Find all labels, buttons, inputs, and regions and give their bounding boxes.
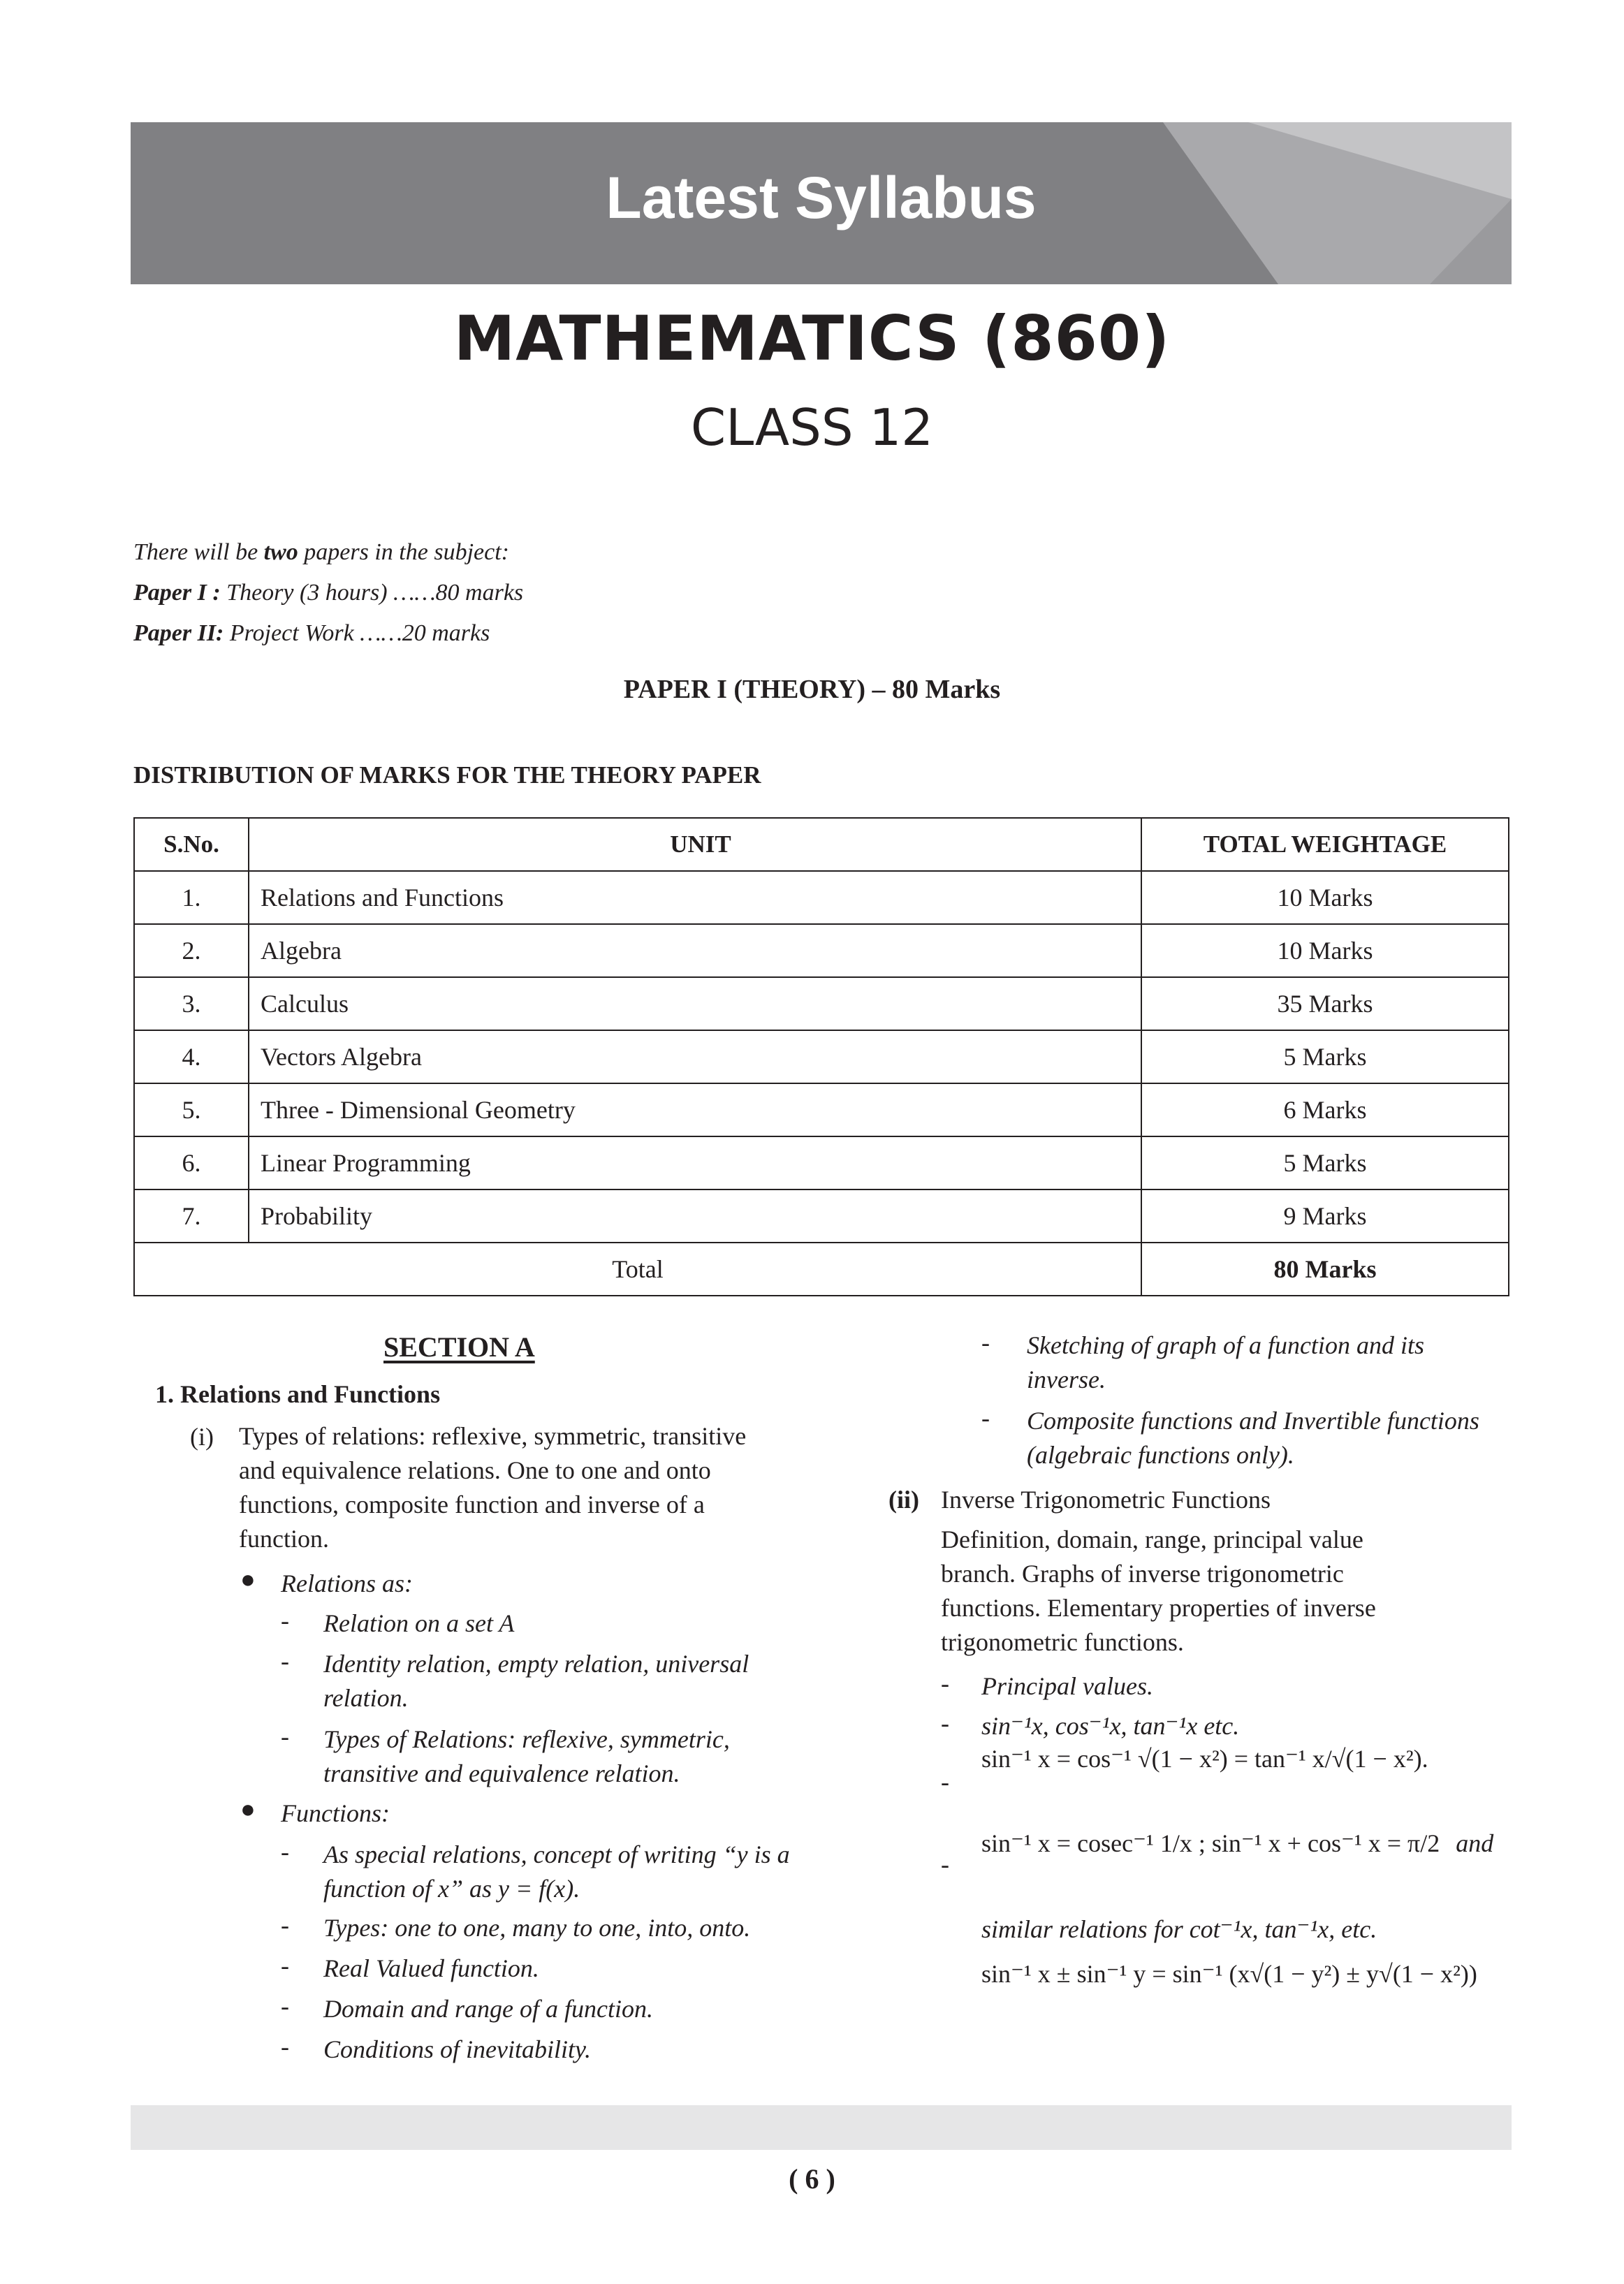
page-title: MATHEMATICS (860) xyxy=(453,302,1171,374)
column-header-weightage: TOTAL WEIGHTAGE xyxy=(1141,818,1509,871)
list-item-line: (algebraic functions only). xyxy=(1027,1441,1294,1469)
item-ii-paragraph xyxy=(941,1523,1508,1660)
paragraph-line: Types of relations: reflexive, symmetric, transitive xyxy=(239,1422,747,1450)
cell-sno: 5. xyxy=(134,1083,249,1136)
cell-sno: 2. xyxy=(134,924,249,977)
cell-unit: Linear Programming xyxy=(249,1136,1141,1189)
bullet-icon: ● xyxy=(240,1565,256,1593)
cell-weightage: 5 Marks xyxy=(1141,1030,1509,1083)
section-heading: SECTION A xyxy=(383,1331,535,1363)
cell-weightage: 5 Marks xyxy=(1141,1136,1509,1189)
unit-heading: 1. Relations and Functions xyxy=(155,1380,441,1408)
equation: sin⁻¹ x = cos⁻¹ √(1 − x²) = tan⁻¹ x/√(1 − x²). xyxy=(981,1745,1428,1773)
item-ii-title: Inverse Trigonometric Functions xyxy=(941,1486,1271,1514)
table-row xyxy=(134,1030,1509,1083)
list-item-line: Types of Relations: reflexive, symmetric, xyxy=(323,1725,730,1753)
table-row xyxy=(134,977,1509,1030)
total-value: 80 Marks xyxy=(1141,1243,1509,1296)
list-item xyxy=(323,1647,805,1715)
page-number: ( 6 ) xyxy=(789,2163,835,2195)
list-item: Real Valued function. xyxy=(323,1954,539,1982)
paragraph-line: function. xyxy=(239,1525,329,1553)
bullet-icon: ● xyxy=(240,1795,256,1823)
cell-weightage: 10 Marks xyxy=(1141,871,1509,924)
list-item xyxy=(323,1722,805,1791)
cell-weightage: 10 Marks xyxy=(1141,924,1509,977)
dash-icon: - xyxy=(281,1952,289,1979)
intro-line-1: There will be two papers in the subject: xyxy=(133,539,509,565)
marks-table xyxy=(133,817,1509,1296)
cell-weightage: 6 Marks xyxy=(1141,1083,1509,1136)
paragraph-line: Definition, domain, range, principal value xyxy=(941,1525,1363,1553)
cell-weightage: 9 Marks xyxy=(1141,1189,1509,1243)
table-row xyxy=(134,871,1509,924)
list-item xyxy=(1027,1404,1512,1472)
list-item-line: relation. xyxy=(323,1684,409,1712)
dash-icon: - xyxy=(281,2033,289,2060)
list-item xyxy=(323,1838,805,1906)
dash-icon: - xyxy=(981,1328,990,1356)
intro-text xyxy=(133,532,523,654)
cell-unit: Three - Dimensional Geometry xyxy=(249,1083,1141,1136)
dash-icon: - xyxy=(281,1992,289,2020)
cell-unit: Algebra xyxy=(249,924,1141,977)
table-total-row xyxy=(134,1243,1509,1296)
similar-relations: similar relations for cot⁻¹x, tan⁻¹x, etc. xyxy=(981,1915,1377,1943)
paragraph-line: branch. Graphs of inverse trigonometric xyxy=(941,1560,1344,1588)
list-item: sin⁻¹x, cos⁻¹x, tan⁻¹x etc. xyxy=(981,1712,1240,1740)
dash-icon: - xyxy=(941,1709,949,1737)
bullet-heading: Relations as: xyxy=(281,1569,413,1597)
item-i-paragraph xyxy=(239,1419,806,1556)
table-row xyxy=(134,1136,1509,1189)
list-item: Domain and range of a function. xyxy=(323,1995,653,2023)
list-item: Relation on a set A xyxy=(323,1609,515,1637)
header-banner xyxy=(131,122,1512,284)
distribution-heading: DISTRIBUTION OF MARKS FOR THE THEORY PAPER xyxy=(133,761,761,789)
dash-icon: - xyxy=(281,1647,289,1675)
item-label: (ii) xyxy=(888,1486,919,1514)
table-header-row xyxy=(134,818,1509,871)
cell-sno: 3. xyxy=(134,977,249,1030)
item-label: (i) xyxy=(190,1423,214,1451)
dash-icon: - xyxy=(941,1768,949,1796)
cell-sno: 7. xyxy=(134,1189,249,1243)
intro-line-3: Paper II: Project Work ……20 marks xyxy=(133,620,490,646)
paragraph-line: functions. Elementary properties of inverse xyxy=(941,1594,1376,1622)
cell-unit: Probability xyxy=(249,1189,1141,1243)
dash-icon: - xyxy=(981,1404,990,1432)
list-item xyxy=(1027,1328,1509,1397)
dash-icon: - xyxy=(941,1850,949,1878)
equation-text: sin⁻¹ x = cosec⁻¹ 1/x ; sin⁻¹ x + cos⁻¹ x = π/2 xyxy=(981,1829,1440,1857)
table-row xyxy=(134,1189,1509,1243)
list-item-line: inverse. xyxy=(1027,1366,1106,1393)
bullet-heading: Functions: xyxy=(281,1799,390,1827)
column-header-sno: S.No. xyxy=(134,818,249,871)
column-header-unit: UNIT xyxy=(249,818,1141,871)
cell-unit: Relations and Functions xyxy=(249,871,1141,924)
cell-sno: 1. xyxy=(134,871,249,924)
class-title: CLASS 12 xyxy=(690,398,934,457)
list-item: Conditions of inevitability. xyxy=(323,2035,591,2063)
paragraph-line: and equivalence relations. One to one and onto xyxy=(239,1456,711,1484)
table-row xyxy=(134,924,1509,977)
equation xyxy=(981,1829,1493,1858)
list-item-line: Composite functions and Invertible functions xyxy=(1027,1407,1479,1435)
cell-unit: Vectors Algebra xyxy=(249,1030,1141,1083)
equation-conjunction: and xyxy=(1456,1829,1494,1857)
dash-icon: - xyxy=(941,1669,949,1697)
equation: sin⁻¹ x ± sin⁻¹ y = sin⁻¹ (x√(1 − y²) ± y√(1 − x²)) xyxy=(981,1960,1477,1988)
list-item-line: Sketching of graph of a function and its xyxy=(1027,1331,1424,1359)
cell-unit: Calculus xyxy=(249,977,1141,1030)
list-item-line: As special relations, concept of writing “y is a xyxy=(323,1840,790,1868)
footer-bar xyxy=(131,2105,1512,2150)
banner-title: Latest Syllabus xyxy=(606,165,1037,230)
intro-line-2: Paper I : Theory (3 hours) ……80 marks xyxy=(133,580,524,606)
dash-icon: - xyxy=(281,1911,289,1939)
list-item: Types: one to one, many to one, into, onto. xyxy=(323,1914,751,1942)
list-item-line: Identity relation, empty relation, universal xyxy=(323,1650,749,1678)
cell-sno: 4. xyxy=(134,1030,249,1083)
list-item: Principal values. xyxy=(981,1672,1153,1700)
dash-icon: - xyxy=(281,1838,289,1866)
paper-heading: PAPER I (THEORY) – 80 Marks xyxy=(623,675,1001,704)
total-label: Total xyxy=(134,1243,1141,1296)
list-item-line: transitive and equivalence relation. xyxy=(323,1759,680,1787)
cell-sno: 6. xyxy=(134,1136,249,1189)
dash-icon: - xyxy=(281,1606,289,1634)
cell-weightage: 35 Marks xyxy=(1141,977,1509,1030)
table-row xyxy=(134,1083,1509,1136)
paragraph-line: trigonometric functions. xyxy=(941,1628,1184,1656)
list-item-line: function of x” as y = f(x). xyxy=(323,1875,580,1903)
paragraph-line: functions, composite function and inverse of a xyxy=(239,1491,705,1518)
dash-icon: - xyxy=(281,1722,289,1750)
